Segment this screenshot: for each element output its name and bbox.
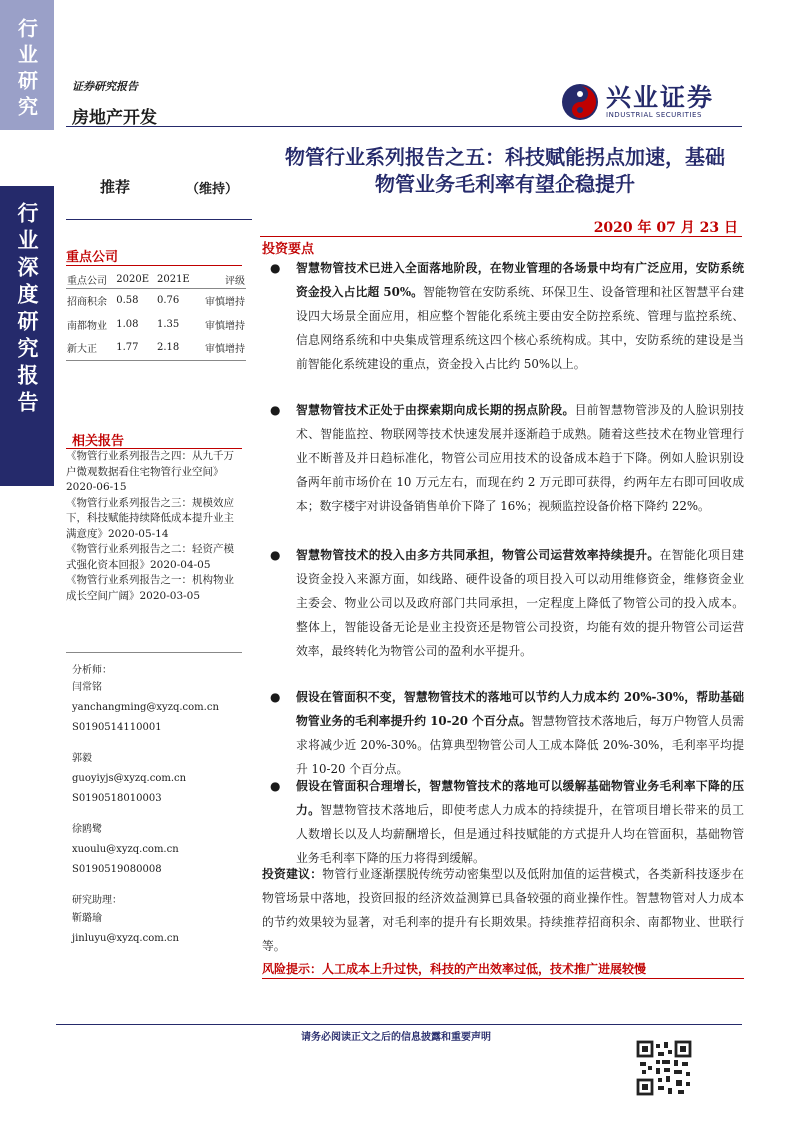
disclaimer-notice[interactable]: 请务必阅读正文之后的信息披露和重要声明 bbox=[301, 1032, 491, 1043]
analysts-label: 分析师： bbox=[72, 665, 112, 676]
table-cell: 审慎增持 bbox=[205, 320, 245, 332]
advice-text: 物管行业逐渐摆脱传统劳动密集型以及低附加值的运营模式，各类新科技逐步在物管场景中落地，投资回报的经济效益测算已具备较强的商业操作性。智慧物管对人力成本的节约效果较为显著，对毛利率的提升有长期效果。持续推荐招商积余、南都物业、世联行等。 bbox=[262, 867, 744, 953]
key-point-body: 智慧物管技术落地后，每万户物管人员需求将减少近 20%-30%。估算典型物管公司人工成本降低 20%-30%，毛利率平均提升 10-20 个百分点。 bbox=[296, 714, 744, 776]
key-companies-divider bbox=[66, 265, 242, 266]
qr-code-icon bbox=[636, 1040, 692, 1096]
company-logo bbox=[560, 80, 745, 124]
bullet-icon: ● bbox=[270, 779, 281, 793]
investment-advice bbox=[262, 862, 744, 958]
side-tab-industry-research: 行业研究 bbox=[0, 0, 54, 130]
analyst-name: 闫常铭 bbox=[72, 682, 102, 693]
key-point-item bbox=[262, 543, 744, 685]
rating-label: 推荐 bbox=[100, 178, 131, 196]
table-cell: 2.18 bbox=[156, 336, 197, 360]
key-point-body: 智能物管在安防系统、环保卫生、设备管理和社区智慧平台建设四大场景全面应用，相应整个智能化系统主要由安全防控系统、管理与监控系统、信息网络系统和中央集成管理系统这四个核心系统构成。其中，安防系统的建设是当前智能化系统建设的重点，资金投入占比约 50%以上。 bbox=[296, 285, 744, 371]
analyst-email[interactable]: yanchangming@xyzq.com.cn bbox=[72, 702, 219, 713]
analyst-entry bbox=[72, 752, 252, 806]
related-report-link[interactable]: 《物管行业系列报告之三：规模效应下，科技赋能持续降低成本提升业主满意度》2020-05-14 bbox=[66, 496, 234, 540]
analyst-entry bbox=[72, 681, 252, 735]
rating-status: （维持） bbox=[186, 182, 239, 197]
advice-label: 投资建议： bbox=[262, 867, 323, 881]
key-point-item bbox=[262, 685, 744, 774]
key-point-headline: 假设在管面积不变，智慧物管技术的落地可以节约人力成本约 20%-30%，帮助基础物管业务的毛利率提升约 10-20 个百分点。 bbox=[296, 690, 744, 728]
assistant-name: 靳璐瑜 bbox=[72, 913, 102, 924]
related-report-link[interactable]: 《物管行业系列报告之一：机构物业成长空间广阔》2020-03-05 bbox=[66, 574, 234, 602]
assistant-email[interactable]: jinluyu@xyzq.com.cn bbox=[72, 933, 179, 944]
key-point-body: 智慧物管技术落地后，即使考虑人力成本的持续提升，在管项目增长带来的员工人数增长以及人均薪酬增长，但是通过科技赋能的方式提升人均在管面积，基础物管业务毛利率下降的压力将得到缓解。 bbox=[296, 803, 744, 865]
table-cell: 1.77 bbox=[115, 336, 156, 360]
title-line-2: 物管业务毛利率有望企稳提升 bbox=[375, 172, 635, 196]
title-line-1: 物管行业系列报告之五：科技赋能拐点加速，基础 bbox=[285, 145, 725, 169]
assistant-label: 研究助理： bbox=[72, 895, 122, 906]
analyst-entry bbox=[72, 823, 252, 877]
key-points-heading: 投资要点 bbox=[262, 242, 315, 257]
key-point-item bbox=[262, 398, 744, 543]
footer-divider bbox=[56, 1024, 742, 1025]
table-row bbox=[66, 312, 246, 336]
key-points-list bbox=[262, 256, 744, 868]
key-point-item bbox=[262, 256, 744, 398]
table-header-cell: 重点公司 bbox=[66, 272, 115, 288]
table-cell: 审慎增持 bbox=[205, 296, 245, 308]
table-header-cell: 2020E bbox=[115, 272, 156, 288]
key-companies-table bbox=[66, 272, 246, 361]
table-cell: 南都物业 bbox=[67, 320, 107, 332]
related-report-link[interactable]: 《物管行业系列报告之四：从九千万户微观数据看住宅物管行业空间》2020-06-15 bbox=[66, 450, 234, 493]
key-point-item bbox=[262, 774, 744, 868]
analyst-name: 郭毅 bbox=[72, 753, 92, 764]
table-cell: 0.58 bbox=[116, 294, 139, 306]
analysts-divider bbox=[66, 652, 242, 653]
key-point-headline: 智慧物管技术的投入由多方共同承担，物管公司运营效率持续提升。 bbox=[296, 548, 660, 562]
report-date: 2020 年 07 月 23 日 bbox=[593, 220, 738, 236]
logo-chinese-name: 兴业证券 bbox=[606, 83, 715, 112]
related-report-link[interactable]: 《物管行业系列报告之二：轻资产模式强化资本回报》2020-04-05 bbox=[66, 543, 234, 571]
bullet-icon: ● bbox=[270, 403, 281, 417]
related-reports-list bbox=[66, 449, 244, 604]
table-cell: 0.76 bbox=[156, 294, 180, 306]
table-cell: 审慎增持 bbox=[197, 336, 246, 360]
key-point-headline: 智慧物管技术正处于由探索期向成长期的拐点阶段。 bbox=[296, 403, 575, 417]
table-cell: 1.35 bbox=[156, 318, 180, 330]
assistant-entry bbox=[72, 894, 252, 946]
document-type: 证券研究报告 bbox=[72, 80, 138, 93]
table-header-row bbox=[66, 272, 246, 288]
key-point-body: 目前智慧物管涉及的人脸识别技术、智能监控、物联网等技术快速发展并逐渐趋于成熟。随着这些技术在物业管理行业不断普及并日趋标准化，物管公司应用技术的设备成本趋于下降。例如人脸识别设备两年前市场价在 10 万元左右，而现在约 2 万元即可获得，约两年左右即可回收成本；数字楼宇对讲设备销售单价下降了 16%；视频监控设备价格下降约 22%。 bbox=[296, 403, 744, 513]
bullet-icon: ● bbox=[270, 261, 281, 275]
table-cell: 新大正 bbox=[66, 336, 115, 360]
key-point-body: 在智能化项目建设资金投入来源方面，如线路、硬件设备的项目投入可以动用维修资金，维修资金业主委会、物业公司以及政府部门共同承担，一定程度上降低了物管公司的投入成本。整体上，智能设备无论是业主投资还是物管公司投资，均能有效的提升物管公司运营效率，最终转化为物管公司的盈利水平提升。 bbox=[296, 548, 744, 658]
analyst-email[interactable]: guoyiyjs@xyzq.com.cn bbox=[72, 773, 187, 784]
risk-divider bbox=[262, 978, 744, 979]
table-cell: 1.08 bbox=[116, 318, 139, 330]
analyst-cert: S0190518010003 bbox=[72, 793, 162, 804]
logo-mark-icon bbox=[560, 82, 600, 122]
bullet-icon: ● bbox=[270, 548, 281, 562]
analyst-name: 徐鸥鹭 bbox=[72, 824, 102, 835]
analyst-cert: S0190514110001 bbox=[72, 722, 162, 733]
key-point-headline: 假设在管面积合理增长，智慧物管技术的落地可以缓解基础物管业务毛利率下降的压力。 bbox=[296, 779, 744, 817]
header-divider bbox=[66, 126, 742, 127]
bullet-icon: ● bbox=[270, 690, 281, 704]
analysts-block bbox=[72, 664, 252, 952]
related-reports-heading: 相关报告 bbox=[72, 434, 125, 449]
rating-divider bbox=[66, 219, 252, 220]
table-header-cell: 评级 bbox=[197, 272, 246, 288]
table-row bbox=[66, 336, 246, 360]
key-point-headline: 智慧物管技术已进入全面落地阶段，在物业管理的各场景中均有广泛应用，安防系统资金投入占比超 50%。 bbox=[296, 261, 744, 299]
logo-english-name: INDUSTRIAL SECURITIES bbox=[606, 111, 702, 119]
table-row bbox=[66, 288, 246, 312]
risk-warning: 风险提示：人工成本上升过快，科技的产出效率过低，技术推广进展较慢 bbox=[262, 962, 647, 976]
sector-name: 房地产开发 bbox=[72, 108, 157, 128]
analyst-email[interactable]: xuoulu@xyzq.com.cn bbox=[72, 844, 179, 855]
side-tab-report-type: 行业深度研究报告 bbox=[0, 186, 54, 486]
table-header-cell: 2021E bbox=[156, 272, 197, 288]
key-companies-heading: 重点公司 bbox=[66, 250, 119, 265]
report-title bbox=[262, 144, 748, 198]
title-divider bbox=[260, 236, 742, 237]
table-cell: 招商积余 bbox=[67, 296, 107, 308]
analyst-cert: S0190519080008 bbox=[72, 864, 162, 875]
